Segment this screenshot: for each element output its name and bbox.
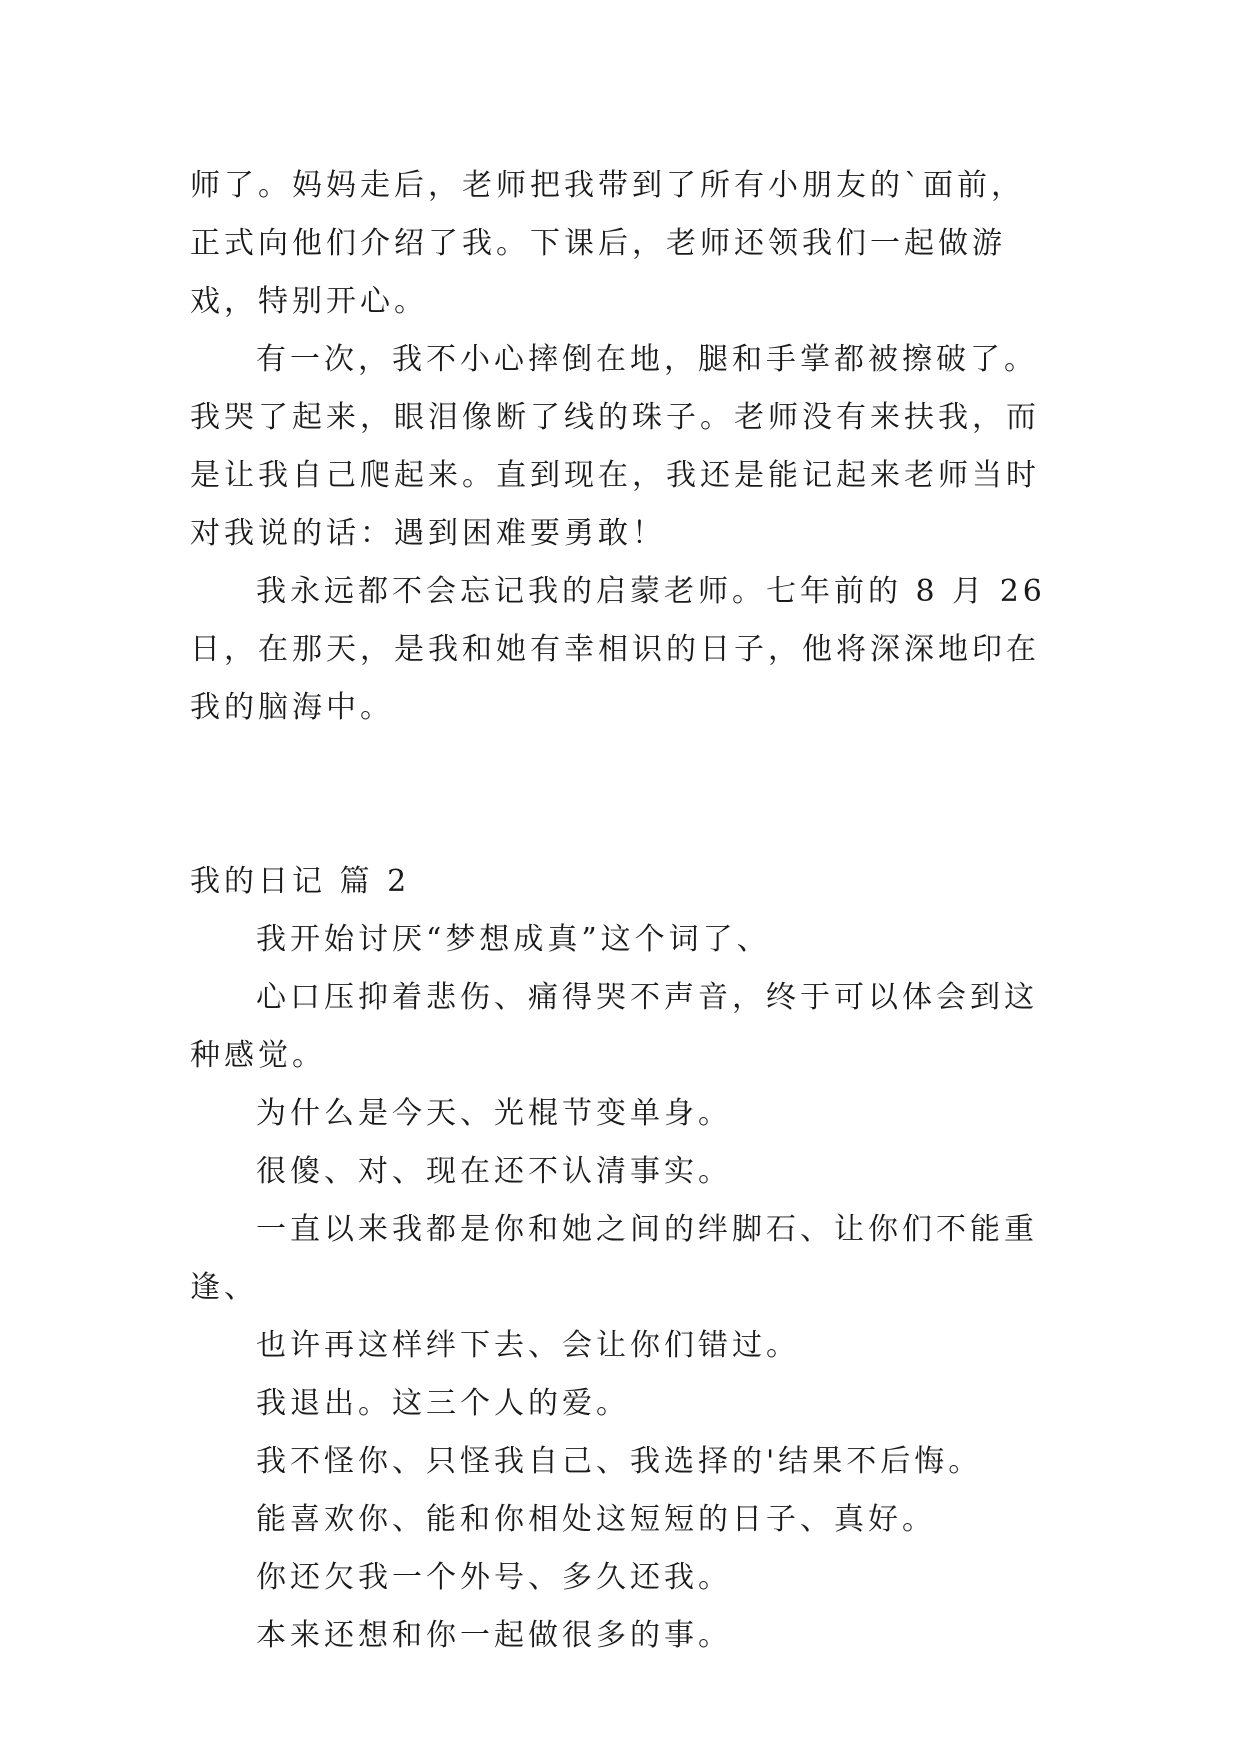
diary-line: 也许再这样绊下去、会让你们错过。 <box>256 1328 800 1363</box>
paragraph-continuation: 师了。妈妈走后，老师把我带到了所有小朋友的`面前，正式向他们介绍了我。下课后，老师还领我们一起做游戏，特别开心。 <box>190 168 1025 319</box>
diary-line: 为什么是今天、光棍节变单身。 <box>256 1096 732 1131</box>
diary-line: 我退出。这三个人的爱。 <box>256 1386 630 1421</box>
section-heading: 我的日记 篇 2 <box>190 864 411 899</box>
paragraph-fall-story: 有一次，我不小心摔倒在地，腿和手掌都被擦破了。我哭了起来，眼泪像断了线的珠子。老师没有来扶我，而是让我自己爬起来。直到现在，我还是能记起来老师当时对我说的话：遇到困难要勇敢！ <box>190 342 1040 551</box>
diary-line: 很傻、对、现在还不认清事实。 <box>256 1154 732 1189</box>
document-body <box>190 157 1050 1665</box>
diary-line: 我开始讨厌“梦想成真”这个词了、 <box>256 922 771 957</box>
section-spacer <box>190 737 1050 853</box>
paragraph-never-forget: 我永远都不会忘记我的启蒙老师。七年前的 8 月 26 日，在那天，是我和她有幸相识的日子，他将深深地印在我的脑海中。 <box>190 574 1046 725</box>
diary-line: 本来还想和你一起做很多的事。 <box>256 1618 732 1653</box>
diary-line: 心口压抑着悲伤、痛得哭不声音，终于可以体会到这种感觉。 <box>190 980 1038 1073</box>
diary-line: 能喜欢你、能和你相处这短短的日子、真好。 <box>256 1502 936 1537</box>
diary-line: 一直以来我都是你和她之间的绊脚石、让你们不能重逢、 <box>190 1212 1038 1305</box>
diary-line: 你还欠我一个外号、多久还我。 <box>256 1560 732 1595</box>
diary-line: 我不怪你、只怪我自己、我选择的'结果不后悔。 <box>256 1444 983 1479</box>
